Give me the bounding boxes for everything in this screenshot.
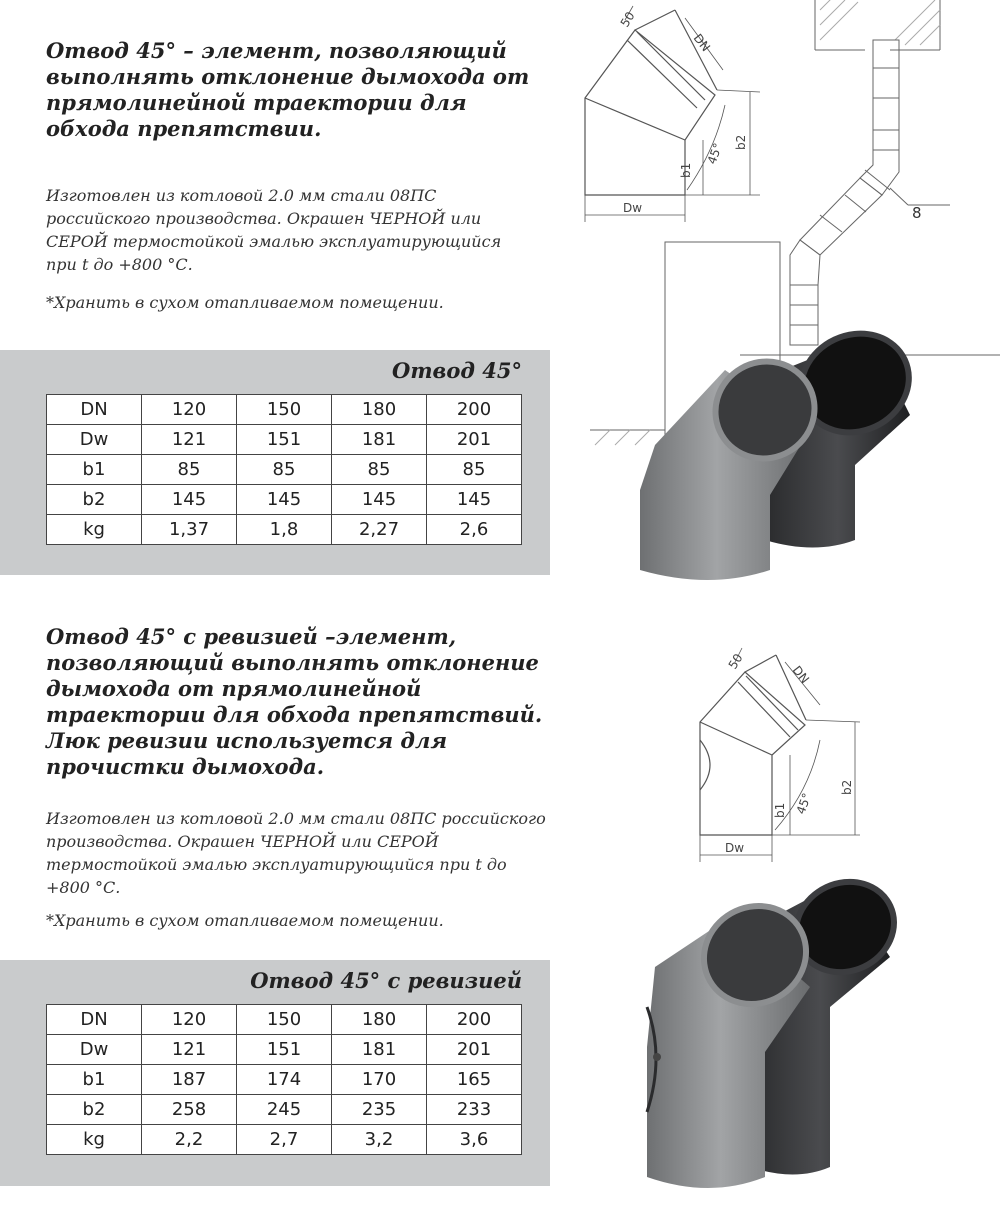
table-row [47,1095,522,1125]
storage-note: *Хранить в сухом отапливаемом помещении. [46,293,444,312]
table-cell: 3,2 [332,1125,427,1155]
table-row [47,425,522,455]
table-cell: 3,6 [427,1125,522,1155]
table-cell: 150 [237,1005,332,1035]
table-cell: 180 [332,1005,427,1035]
table-cell: kg [47,515,142,545]
table-cell: 201 [427,1035,522,1065]
elbow-product-photo [630,315,930,590]
table-cell: DN [47,395,142,425]
revision-bolt-icon [653,1053,661,1061]
table-cell: 170 [332,1065,427,1095]
table-cell: 2,2 [142,1125,237,1155]
table-cell: 151 [237,425,332,455]
spec-table-title: Отвод 45° с ревизией [250,968,522,993]
table-cell: 1,37 [142,515,237,545]
table-cell: 165 [427,1065,522,1095]
table-cell: 2,27 [332,515,427,545]
table-cell: 258 [142,1095,237,1125]
spec-table-panel [0,960,550,1186]
table-row [47,1065,522,1095]
table-cell: 121 [142,425,237,455]
table-cell: 180 [332,395,427,425]
table-cell: 145 [237,485,332,515]
table-row [47,395,522,425]
table-cell: 151 [237,1035,332,1065]
table-cell: 233 [427,1095,522,1125]
table-cell: 120 [142,395,237,425]
table-cell: DN [47,1005,142,1035]
table-cell: 2,7 [237,1125,332,1155]
table-cell: 120 [142,1005,237,1035]
table-cell: 181 [332,425,427,455]
elbow-revision-product-photo [635,877,905,1207]
table-row [47,455,522,485]
table-cell: b2 [47,485,142,515]
spec-table [46,1004,522,1155]
table-row [47,515,522,545]
table-cell: 200 [427,395,522,425]
section-description: Изготовлен из котловой 2.0 мм стали 08ПС российского производства. Окрашен ЧЕРНОЙ или СЕРОЙ термостойкой эмалью эксплуатирующийся при t до +800 °С. [46,186,502,274]
table-cell: 145 [332,485,427,515]
dim-b1-label: b1 [773,802,787,818]
table-cell: 1,8 [237,515,332,545]
dim-b1-label: b1 [679,162,693,178]
table-cell: 187 [142,1065,237,1095]
spec-table-panel [0,350,550,575]
table-cell: b1 [47,455,142,485]
table-cell: 145 [142,485,237,515]
table-cell: 85 [142,455,237,485]
section-description: Изготовлен из котловой 2.0 мм стали 08ПС российского производства. Окрашен ЧЕРНОЙ или СЕРОЙ термостойкой эмалью эксплуатирующийся при t до +800 °С. [46,809,546,897]
dim-50-label: 50 [725,651,746,672]
dim-dn-label: DN [789,663,812,687]
section-elbow-45 [0,0,1000,600]
dim-angle-label: 45° [704,141,726,167]
dim-dw-label: Dw [623,201,643,215]
table-cell: 85 [332,455,427,485]
table-cell: 121 [142,1035,237,1065]
dim-dn-label: DN [690,31,713,55]
dim-dw-label: Dw [725,841,745,855]
table-cell: 245 [237,1095,332,1125]
table-cell: 235 [332,1095,427,1125]
table-row [47,1005,522,1035]
storage-note: *Хранить в сухом отапливаемом помещении. [46,911,444,930]
table-cell: Dw [47,425,142,455]
dim-angle-label: 45° [793,791,815,817]
table-cell: b1 [47,1065,142,1095]
table-cell: 85 [427,455,522,485]
table-cell: kg [47,1125,142,1155]
table-cell: 2,6 [427,515,522,545]
elbow-revision-technical-drawing [680,640,880,880]
section-elbow-45-revision [0,612,1000,1226]
table-cell: 201 [427,425,522,455]
section-heading: Отвод 45° с ревизией –элемент, позволяющий выполнять отклонение дымохода от прямолинейной траектории для обхода препятствий. Люк ревизии используется для прочистки дымохода. [46,624,543,779]
table-cell: 200 [427,1005,522,1035]
table-cell: 85 [237,455,332,485]
spec-table [46,394,522,545]
table-row [47,1035,522,1065]
table-row [47,485,522,515]
spec-table-title: Отвод 45° [392,358,522,383]
table-cell: 145 [427,485,522,515]
dim-50-label: 50 [617,9,638,30]
section-heading: Отвод 45° – элемент, позволяющий выполнять отклонение дымохода от прямолинейной траектории для обхода препятствии. [46,38,530,141]
table-cell: 181 [332,1035,427,1065]
dim-b2-label: b2 [734,134,748,150]
table-cell: 150 [237,395,332,425]
dim-b2-label: b2 [840,779,854,795]
table-cell: Dw [47,1035,142,1065]
table-cell: b2 [47,1095,142,1125]
callout-label: 8 [912,204,922,222]
table-cell: 174 [237,1065,332,1095]
table-row [47,1125,522,1155]
